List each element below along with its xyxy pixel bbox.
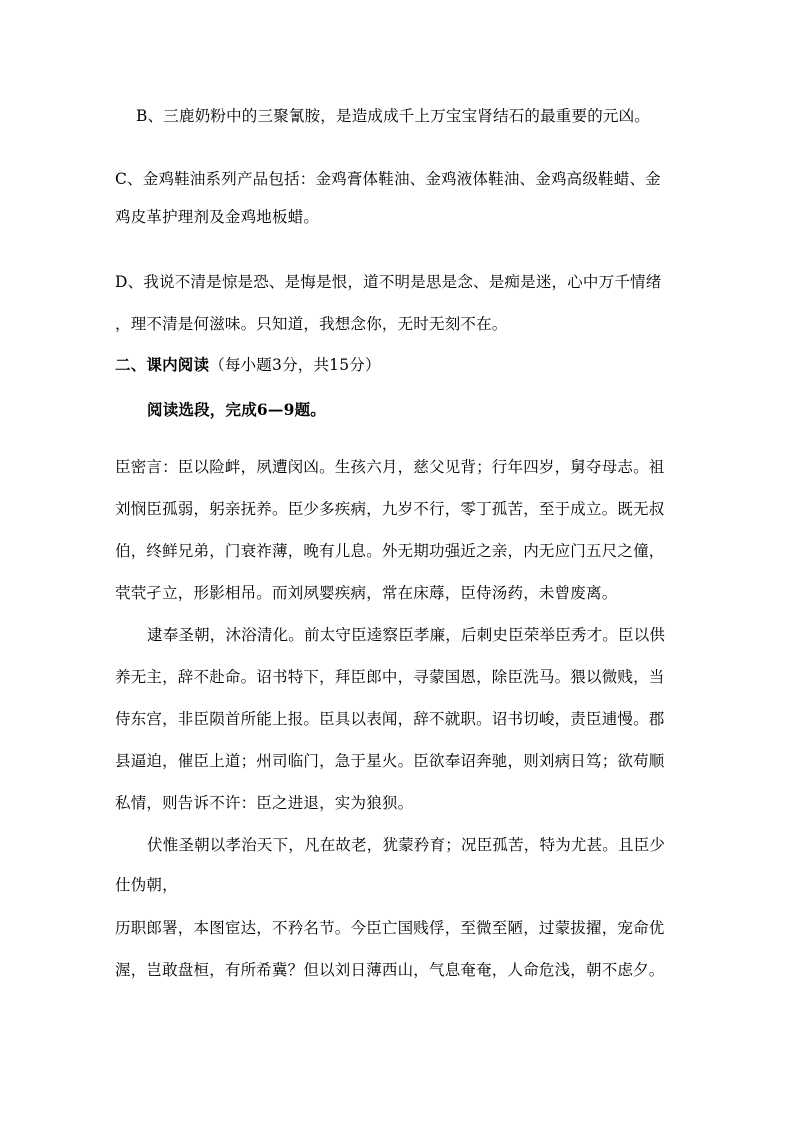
section-heading-title: 二、课内阅读 — [115, 355, 210, 374]
option-c-line-2: 鸡皮革护理剂及金鸡地板蜡。 — [115, 208, 320, 226]
passage-p3-line-4: 渥，岂敢盘桓，有所希冀？但以刘日薄西山，气息奄奄，人命危浅，朝不虑夕。 — [115, 961, 665, 979]
option-d-line-2: ，理不清是何滋味。只知道，我想念你，无时无刻不在。 — [115, 315, 508, 333]
passage-p3-line-2: 仕伪朝， — [115, 876, 178, 894]
passage-p2-line-4: 县逼迫，催臣上道；州司临门，急于星火。臣欲奉诏奔驰，则刘病日笃；欲苟顺 — [115, 752, 665, 770]
passage-p1-line-4: 茕茕孑立，形影相吊。而刘夙婴疾病，常在床蓐，臣侍汤药，未曾废离。 — [115, 584, 618, 602]
passage-p3-line-3: 历职郎署，本图宦达，不矜名节。今臣亡国贱俘，至微至陋，过蒙拔擢，宠命优 — [115, 919, 665, 937]
reading-instruction: 阅读选段，完成6—9题。 — [147, 400, 326, 419]
passage-p2-line-5: 私情，则告诉不许：臣之进退，实为狼狈。 — [115, 794, 414, 812]
section-heading — [115, 355, 381, 375]
option-d-line-1: D、我说不清是惊是恐、是悔是恨，道不明是思是念、是痴是迷，心中万千情绪 — [115, 273, 662, 291]
passage-p1-line-3: 伯，终鲜兄弟，门衰祚薄，晚有儿息。外无期功强近之亲，内无应门五尺之僮， — [115, 542, 665, 560]
section-heading-note: （每小题3分，共15分） — [209, 356, 381, 374]
passage-p3-line-1: 伏惟圣朝以孝治天下，凡在故老，犹蒙矜育；况臣孤苦，特为尤甚。且臣少 — [147, 836, 666, 854]
option-b: B、三鹿奶粉中的三聚氰胺，是造成成千上万宝宝肾结石的最重要的元凶。 — [136, 107, 650, 125]
option-c-line-1: C、金鸡鞋油系列产品包括：金鸡膏体鞋油、金鸡液体鞋油、金鸡高级鞋蜡、金 — [115, 170, 661, 188]
passage-p1-line-2: 刘悯臣孤弱，躬亲抚养。臣少多疾病，九岁不行，零丁孤苦，至于成立。既无叔 — [115, 500, 665, 518]
passage-p2-line-3: 侍东宫，非臣陨首所能上报。臣具以表闻，辞不就职。诏书切峻，责臣逋慢。郡 — [115, 710, 665, 728]
passage-p1-line-1: 臣密言：臣以险衅，夙遭闵凶。生孩六月，慈父见背；行年四岁，舅夺母志。祖 — [115, 458, 665, 476]
passage-p2-line-2: 养无主，辞不赴命。诏书特下，拜臣郎中，寻蒙国恩，除臣洗马。猥以微贱，当 — [115, 668, 665, 686]
passage-p2-line-1: 逮奉圣朝，沐浴清化。前太守臣逵察臣孝廉，后刺史臣荣举臣秀才。臣以供 — [147, 626, 666, 644]
